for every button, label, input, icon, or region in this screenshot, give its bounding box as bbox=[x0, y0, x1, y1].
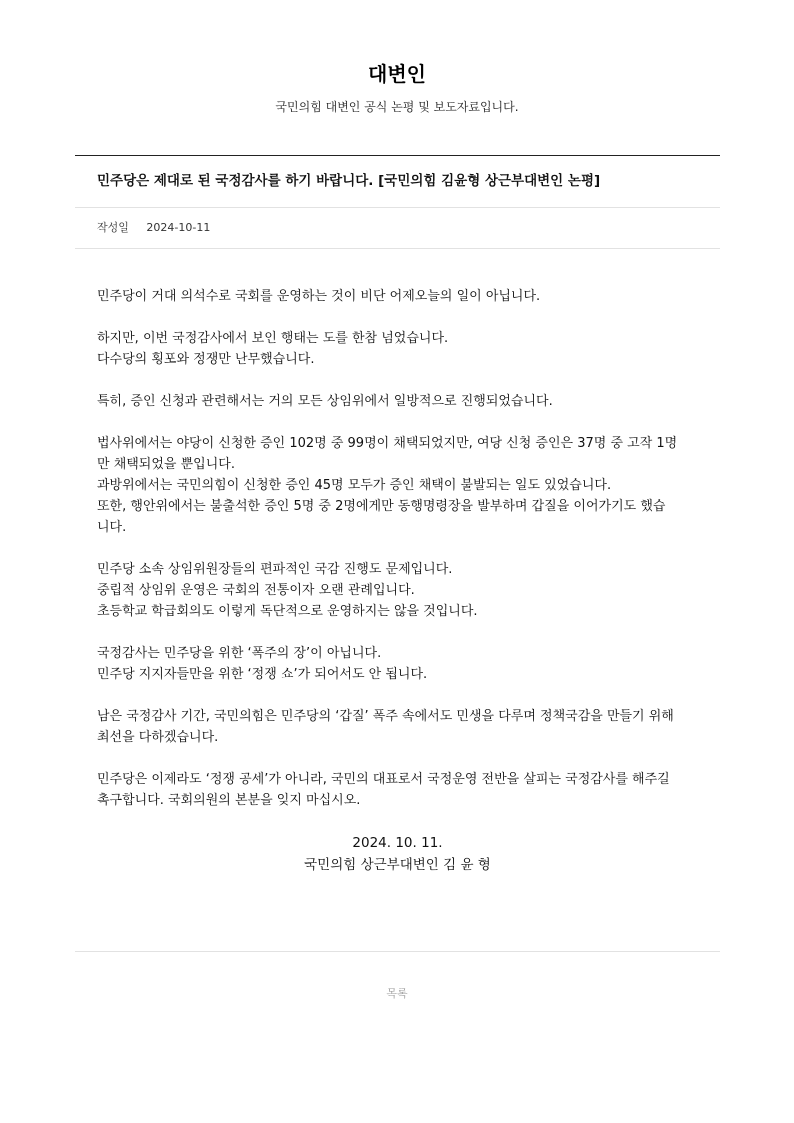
text-line: 민주당 소속 상임위원장들의 편파적인 국감 진행도 문제입니다. bbox=[97, 562, 453, 577]
bottom-divider bbox=[75, 951, 720, 952]
text-line: 과방위에서는 국민의힘이 신청한 증인 45명 모두가 증인 채택이 불발되는 일도 있었습니다. bbox=[97, 478, 612, 493]
paragraph bbox=[97, 769, 698, 811]
text-line: 만 채택되었을 뿐입니다. bbox=[97, 457, 235, 472]
text-line: 민주당은 이제라도 ‘정쟁 공세’가 아니라, 국민의 대표로서 국정운영 전반을 살피는 국정감사를 해주길 bbox=[97, 772, 670, 787]
article-title: 민주당은 제대로 된 국정감사를 하기 바랍니다. [국민의힘 김윤형 상근부대변인 논평] bbox=[75, 156, 720, 208]
paragraph bbox=[97, 706, 698, 748]
text-line: 하지만, 이번 국정감사에서 보인 행태는 도를 한참 넘었습니다. bbox=[97, 331, 449, 346]
paragraph bbox=[97, 643, 698, 685]
text-line: 민주당 지지자들만을 위한 ‘정쟁 쇼’가 되어서도 안 됩니다. bbox=[97, 667, 428, 682]
text-line: 촉구합니다. 국회의원의 본분을 잊지 마십시오. bbox=[97, 793, 361, 808]
text-line: 또한, 행안위에서는 불출석한 증인 5명 중 2명에게만 동행명령장을 발부하며 갑질을 이어가기도 했습 bbox=[97, 499, 666, 514]
signature-author: 국민의힘 상근부대변인 김 윤 형 bbox=[304, 857, 491, 873]
article-meta bbox=[75, 208, 720, 249]
paragraph bbox=[97, 286, 698, 307]
page-title: 대변인 bbox=[368, 62, 426, 86]
text-line: 국정감사는 민주당을 위한 ‘폭주의 장’이 아닙니다. bbox=[97, 646, 382, 661]
signature bbox=[97, 832, 698, 876]
text-line: 법사위에서는 야당이 신청한 증인 102명 중 99명이 채택되었지만, 여당 신청 증인은 37명 중 고작 1명 bbox=[97, 436, 678, 451]
text-line: 최선을 다하겠습니다. bbox=[97, 730, 219, 745]
page-subtitle: 국민의힘 대변인 공식 논평 및 보도자료입니다. bbox=[275, 100, 519, 114]
signature-date: 2024. 10. 11. bbox=[352, 835, 443, 851]
article bbox=[75, 155, 720, 876]
article-body bbox=[75, 249, 720, 876]
text-line: 남은 국정감사 기간, 국민의힘은 민주당의 ‘갑질’ 폭주 속에서도 민생을 다루며 정책국감을 만들기 위해 bbox=[97, 709, 674, 724]
text-line: 다수당의 횡포와 정쟁만 난무했습니다. bbox=[97, 352, 315, 367]
paragraph bbox=[97, 391, 698, 412]
text-line: 특히, 증인 신청과 관련해서는 거의 모든 상임위에서 일방적으로 진행되었습니다. bbox=[97, 394, 553, 409]
date-label: 작성일 bbox=[97, 221, 129, 234]
text-line: 중립적 상임위 운영은 국회의 전통이자 오랜 관례입니다. bbox=[97, 583, 415, 598]
date-value: 2024-10-11 bbox=[146, 221, 211, 234]
paragraph bbox=[97, 433, 698, 538]
text-line: 니다. bbox=[97, 520, 127, 535]
paragraph bbox=[97, 559, 698, 622]
paragraph bbox=[97, 328, 698, 370]
list-button[interactable]: 목록 bbox=[386, 987, 408, 1000]
text-line: 초등학교 학급회의도 이렇게 독단적으로 운영하지는 않을 것입니다. bbox=[97, 604, 478, 619]
text-line: 민주당이 거대 의석수로 국회를 운영하는 것이 비단 어제오늘의 일이 아닙니다. bbox=[97, 289, 541, 304]
